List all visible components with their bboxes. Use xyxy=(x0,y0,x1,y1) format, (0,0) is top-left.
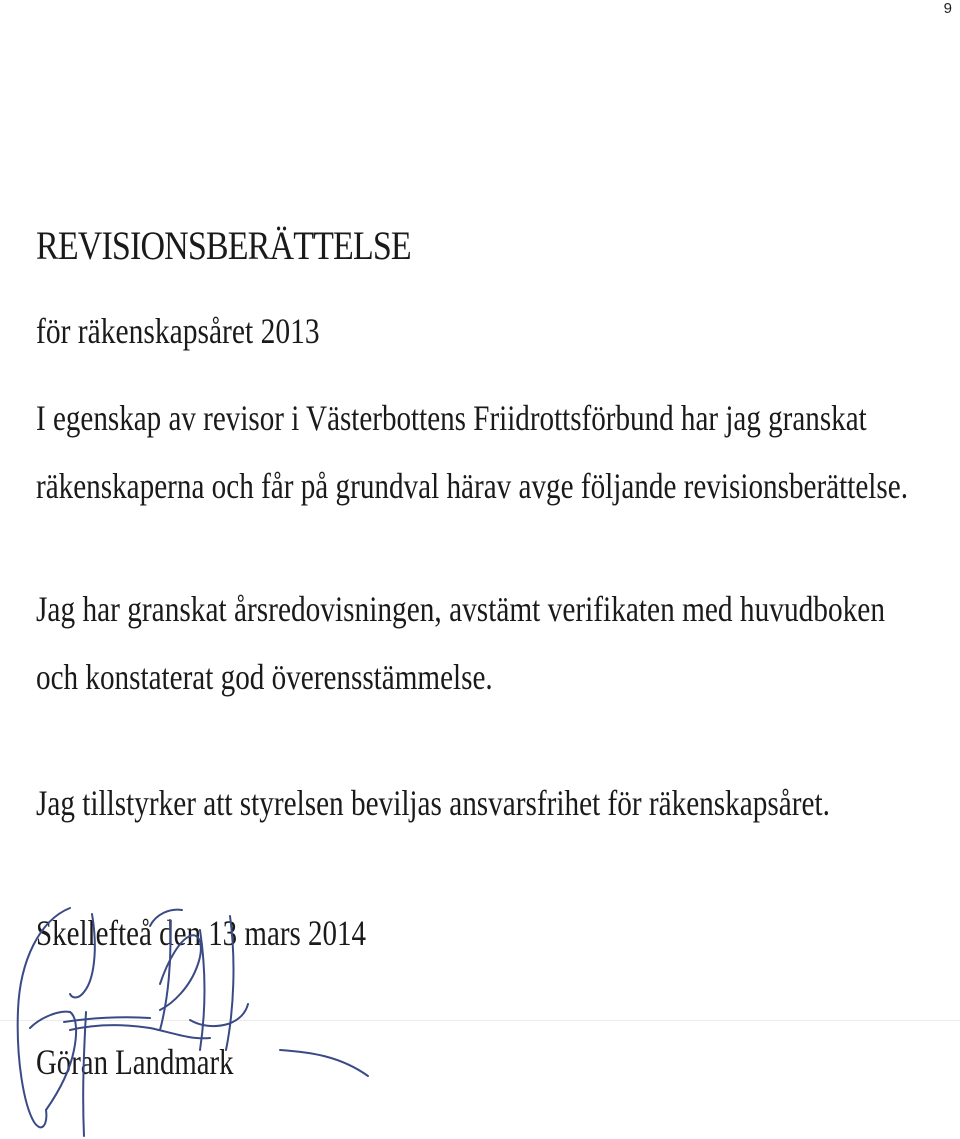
paragraph-3-line-1: Jag tillstyrker att styrelsen beviljas ansvarsfrihet för räkenskapsåret. xyxy=(36,783,830,823)
paragraph-1-line-1: I egenskap av revisor i Västerbottens Friidrottsförbund har jag granskat xyxy=(36,398,867,438)
handwritten-signature xyxy=(0,900,400,1139)
document-subtitle: för räkenskapsåret 2013 xyxy=(36,311,320,351)
place-and-date: Skellefteå den 13 mars 2014 xyxy=(36,913,366,953)
paragraph-2-line-2: och konstaterat god överensstämmelse. xyxy=(36,657,493,697)
signer-name: Göran Landmark xyxy=(36,1042,234,1082)
paragraph-2-line-1: Jag har granskat årsredovisningen, avstämt verifikaten med huvudboken xyxy=(36,589,885,629)
document-title: REVISIONSBERÄTTELSE xyxy=(36,223,411,268)
page-number: 9 xyxy=(943,0,952,17)
paragraph-1-line-2: räkenskaperna och får på grundval härav avge följande revisionsberättelse. xyxy=(36,466,908,506)
